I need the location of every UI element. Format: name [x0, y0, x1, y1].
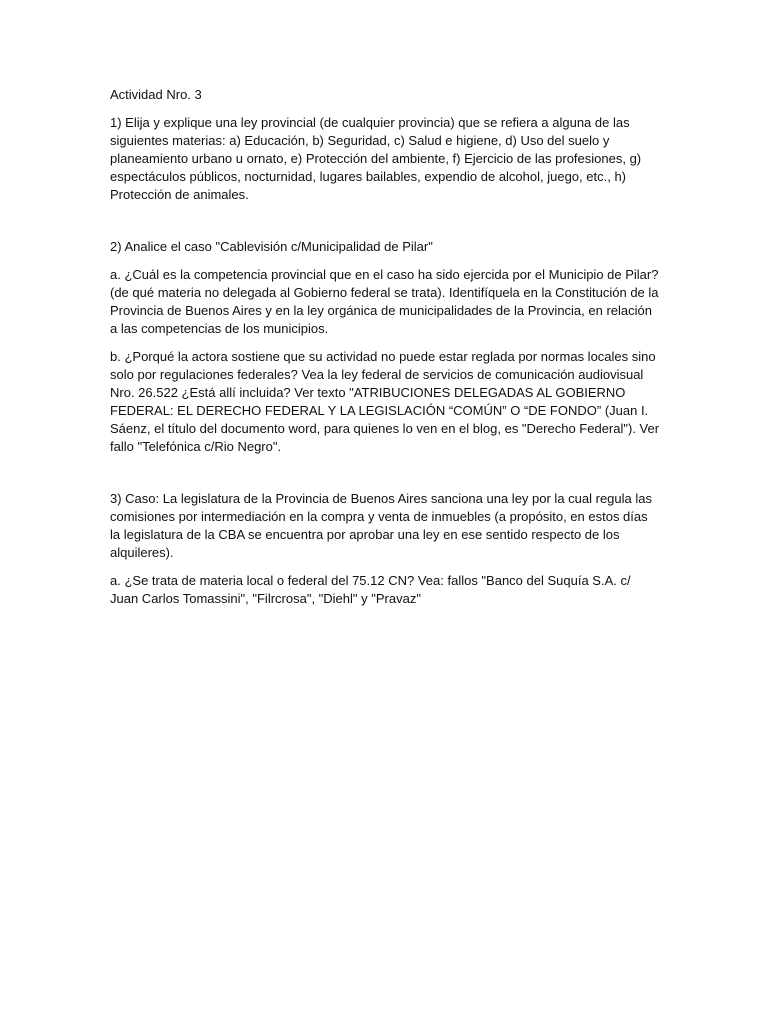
- paragraph-question-2b: b. ¿Porqué la actora sostiene que su actividad no puede estar reglada por normas locales sino solo por regulaciones federales? Vea la ley federal de servicios de comunicación audiovisual Nro. 26.522 ¿Está allí incluida? Ver texto "ATRIBUCIONES DELEGADAS AL GOBIERNO FEDERAL: EL DERECHO FEDERAL Y LA LEGISLACIÓN “COMÚN” O “DE FONDO” (Juan I. Sáenz, el título del documento word, para quienes lo ven en el blog, es "Derecho Federal"). Ver fallo "Telefónica c/Rio Negro".: [110, 349, 660, 454]
- spacer: [110, 466, 660, 490]
- document-title: Actividad Nro. 3: [110, 87, 202, 102]
- paragraph-question-3a: a. ¿Se trata de materia local o federal del 75.12 CN? Vea: fallos "Banco del Suquía S.A. c/ Juan Carlos Tomassini", "Filrcrosa", "Diehl" y "Pravaz": [110, 573, 631, 606]
- paragraph-question-2: 2) Analice el caso "Cablevisión c/Municipalidad de Pilar": [110, 239, 433, 254]
- document-page: [110, 86, 660, 618]
- paragraph-question-3: 3) Caso: La legislatura de la Provincia de Buenos Aires sanciona una ley por la cual regula las comisiones por intermediación en la compra y venta de inmuebles (a propósito, en estos días la legislatura de la CBA se encuentra por aprobar una ley en ese sentido respecto de los alquileres).: [110, 491, 652, 560]
- spacer: [110, 214, 660, 238]
- paragraph-question-1: 1) Elija y explique una ley provincial (de cualquier provincia) que se refiera a alguna de las siguientes materias: a) Educación, b) Seguridad, c) Salud e higiene, d) Uso del suelo y planeamiento urbano u ornato, e) Protección del ambiente, f) Ejercicio de las profesiones, g) espectáculos públicos, nocturnidad, lugares bailables, expendio de alcohol, juego, etc., h) Protección de animales.: [110, 115, 642, 202]
- paragraph-question-2a: a. ¿Cuál es la competencia provincial que en el caso ha sido ejercida por el Municipio de Pilar? (de qué materia no delegada al Gobierno federal se trata). Identifíquela en la Constitución de la Provincia de Buenos Aires y en la ley orgánica de municipalidades de la Provincia, en relación a las competencias de los municipios.: [110, 267, 659, 336]
